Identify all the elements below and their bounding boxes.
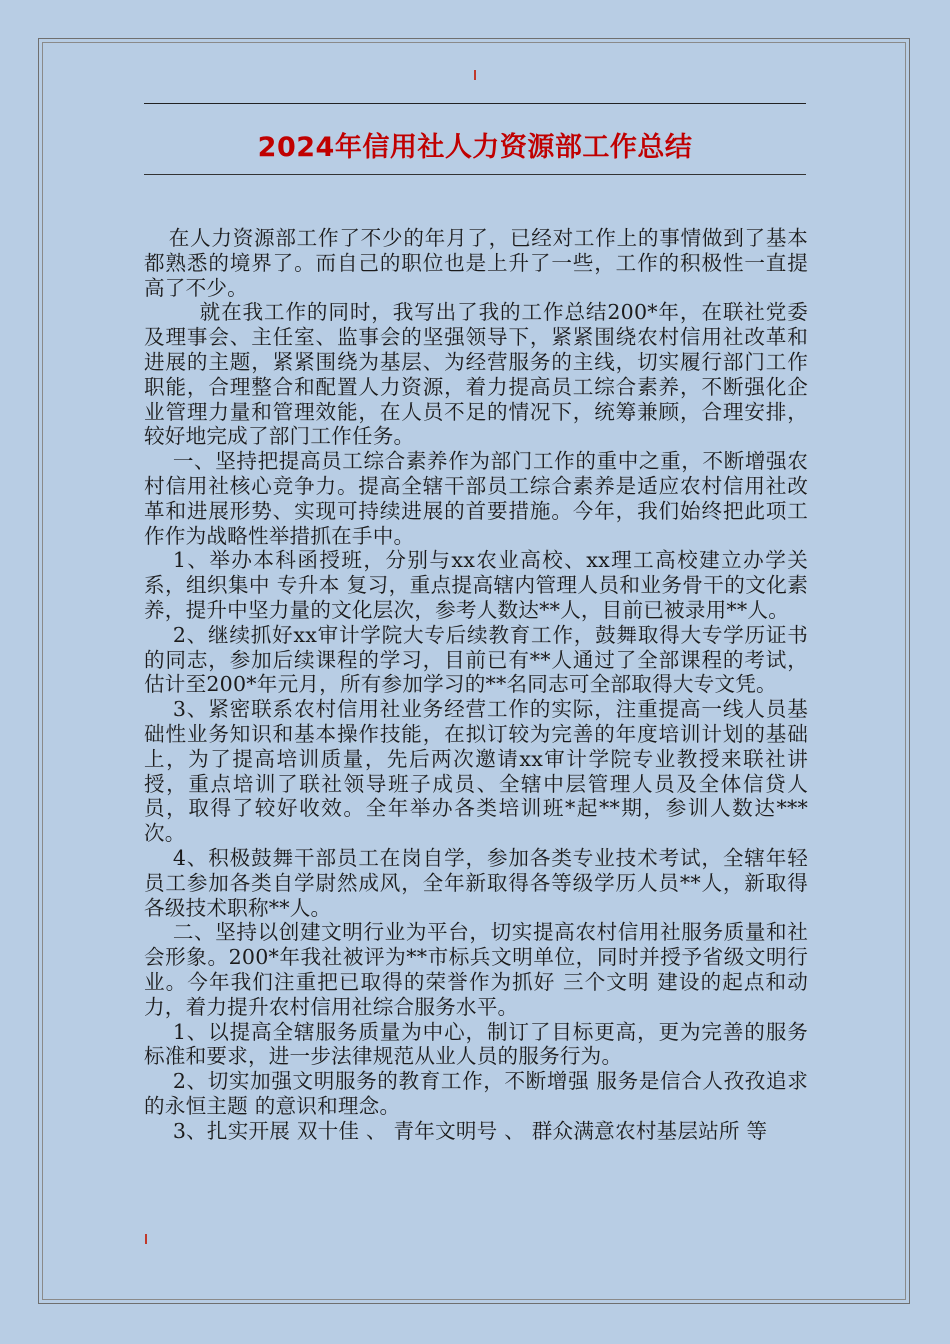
document-title: 2024年信用社人力资源部工作总结 xyxy=(257,132,693,163)
paragraph-item-1-3: 3、紧密联系农村信用社业务经营工作的实际，注重提高一线人员基础性业务知识和基本操作技能，在拟订较为完善的年度培训计划的基础上，为了提高培训质量，先后两次邀请xx审计学院专业教授来联社讲授，重点培训了联社领导班子成员、全辖中层管理人员及全体信贷人员，取得了较好收效。全年举办各类培训班*起**期，参训人数达***次。 xyxy=(144,697,808,846)
paragraph-item-2-3: 3、扎实开展 双十佳 、 青年文明号 、 群众满意农村基层站所 等 xyxy=(172,1118,768,1143)
paragraph-item-1-1: 1、举办本科函授班，分别与xx农业高校、xx理工高校建立办学关系，组织集中 专升本 复习，重点提高辖内管理人员和业务骨干的文化素养，提升中坚力量的文化层次，参考人数达**人，目前已被录用**人。 xyxy=(144,548,808,622)
paragraph-item-1-4: 4、积极鼓舞干部员工在岗自学，参加各类专业技术考试，全辖年轻员工参加各类自学尉然成风，全年新取得各等级学历人员**人，新取得各级技术职称**人。 xyxy=(144,845,808,920)
title-rule xyxy=(144,174,806,175)
footer-cursor-mark xyxy=(145,1234,147,1244)
paragraph-item-1-2: 2、继续抓好xx审计学院大专后续教育工作，鼓舞取得大专学历证书的同志，参加后续课程的学习，目前已有**人通过了全部课程的考试，估计至200*年元月，所有参加学习的**名同志可全部取得大专文凭。 xyxy=(144,622,808,697)
paragraph-item-2-2: 2、切实加强文明服务的教育工作，不断增强 服务是信合人孜孜追求的永恒主题 的意识和理念。 xyxy=(144,1069,808,1118)
paragraph-summary: 就在我工作的同时，我写出了我的工作总结200*年，在联社党委及理事会、主任室、监事会的坚强领导下，紧紧围绕农村信用社改革和进展的主题，紧紧围绕为基层、为经营服务的主线，切实履行部门工作职能，合理整合和配置人力资源，着力提高员工综合素养，不断强化企业管理力量和管理效能，在人员不足的情况下，统筹兼顾，合理安排，较好地完成了部门工作任务。 xyxy=(144,300,808,449)
paragraph-intro: 在人力资源部工作了不少的年月了，已经对工作上的事情做到了基本都熟悉的境界了。而自己的职位也是上升了一些，工作的积极性一直提高了不少。 xyxy=(144,226,808,300)
header-cursor-mark xyxy=(474,70,476,80)
paragraph-section-2: 二、坚持以创建文明行业为平台，切实提高农村信用社服务质量和社会形象。200*年我社被评为**市标兵文明单位，同时并授予省级文明行业。今年我们注重把已取得的荣誉作为抓好 三个文明 建设的起点和动力，着力提升农村信用社综合服务水平。 xyxy=(144,920,808,1019)
paragraph-item-2-1: 1、以提高全辖服务质量为中心，制订了目标更高，更为完善的服务标准和要求，进一步法律规范从业人员的服务行为。 xyxy=(144,1019,808,1069)
paragraph-section-1: 一、坚持把提高员工综合素养作为部门工作的重中之重，不断增强农村信用社核心竞争力。提高全辖干部员工综合素养是适应农村信用社改革和进展形势、实现可持续进展的首要措施。今年，我们始终把此项工作作为战略性举措抓在手中。 xyxy=(144,449,808,548)
header-rule xyxy=(144,103,806,104)
document-body xyxy=(144,226,808,1143)
